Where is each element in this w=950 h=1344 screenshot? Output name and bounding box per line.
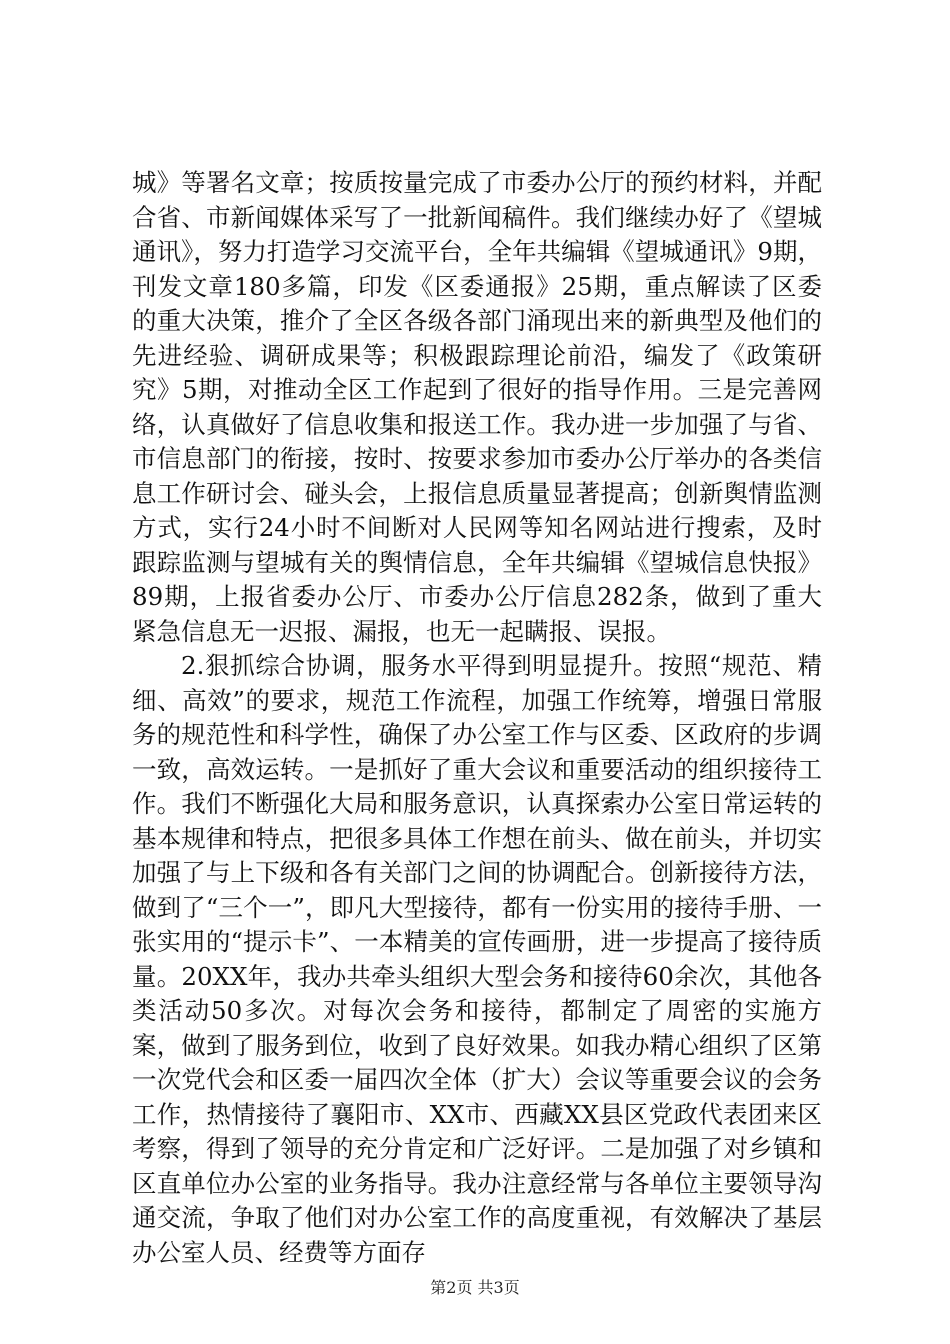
paragraph-item-2: 2.狠抓综合协调，服务水平得到明显提升。按照“规范、精细、高效”的要求，规范工作流程，加强工作统筹，增强日常服务的规范性和科学性，确保了办公室工作与区委、区政府的步调一致，高效运转。一是抓好了重大会议和重要活动的组织接待工作。我们不断强化大局和服务意识，认真探索办公室日常运转的基本规律和特点，把很多具体工作想在前头、做在前头，并切实加强了与上下级和各有关部门之间的协调配合。创新接待方法，做到了“三个一”，即凡大型接待，都有一份实用的接待手册、一张实用的“提示卡”、一本精美的宣传画册，进一步提高了接待质量。20XX年，我办共牵头组织大型会务和接待60余次，其他各类活动50多次。对每次会务和接待，都制定了周密的实施方案，做到了服务到位，收到了良好效果。如我办精心组织了区第一次党代会和区委一届四次全体（扩大）会议等重要会议的会务工作，热情接待了襄阳市、XX市、西藏XX县区党政代表团来区考察，得到了领导的充分肯定和广泛好评。二是加强了对乡镇和区直单位办公室的业务指导。我办注意经常与各单位主要领导沟通交流，争取了他们对办公室工作的高度重视，有效解决了基层办公室人员、经费等方面存	[132, 651, 822, 1267]
paragraph-continued: 城》等署名文章；按质按量完成了市委办公厅的预约材料，并配合省、市新闻媒体采写了一批新闻稿件。我们继续办好了《望城通讯》，努力打造学习交流平台，全年共编辑《望城通讯》9期，刊发文章180多篇，印发《区委通报》25期，重点解读了区委的重大决策，推介了全区各级各部门涌现出来的新典型及他们的先进经验、调研成果等；积极跟踪理论前沿，编发了《政策研究》5期，对推动全区工作起到了很好的指导作用。三是完善网络，认真做好了信息收集和报送工作。我办进一步加强了与省、市信息部门的衔接，按时、按要求参加市委办公厅举办的各类信息工作研讨会、碰头会，上报信息质量显著提高；创新舆情监测方式，实行24小时不间断对人民网等知名网站进行搜索，及时跟踪监测与望城有关的舆情信息，全年共编辑《望城信息快报》89期，上报省委办公厅、市委办公厅信息282条，做到了重大紧急信息无一迟报、漏报，也无一起瞒报、误报。	[132, 168, 822, 646]
document-body	[132, 166, 822, 1270]
page-footer: 第2页 共3页	[430, 1278, 520, 1297]
